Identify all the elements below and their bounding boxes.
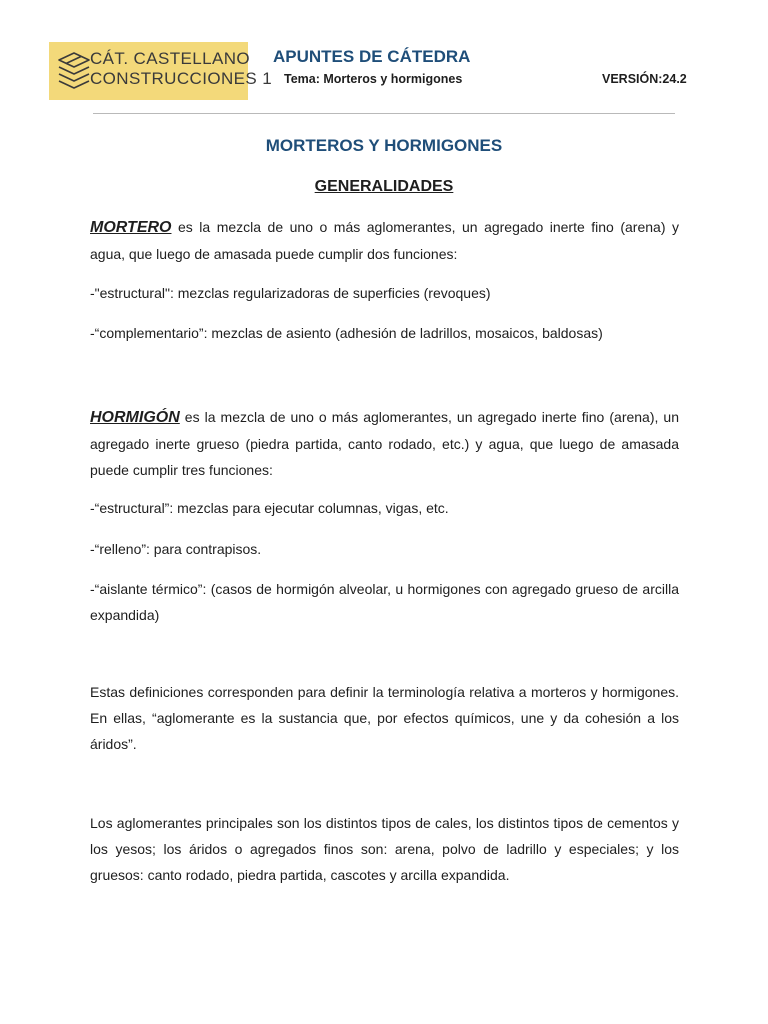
document-title: MORTEROS Y HORMIGONES — [265, 136, 503, 155]
logo — [49, 42, 273, 100]
header-version: VERSIÓN:24.2 — [602, 72, 687, 86]
hormigon-function-2: -“relleno”: para contrapisos. — [90, 541, 262, 557]
logo-text — [90, 49, 272, 89]
logo-line-1: CÁT. CASTELLANO — [90, 49, 250, 68]
logo-line-2: CONSTRUCCIONES 1 — [90, 69, 273, 88]
mortero-definition: es la mezcla de uno o más aglomerantes, un agregado inerte fino (arena) y agua, que luego de amasada puede cumplir dos funciones: — [90, 219, 679, 262]
mortero-term: MORTERO — [90, 219, 172, 236]
aglomerantes-note: Los aglomerantes principales son los distintos tipos de cales, los distintos tipos de cementos y los yesos; los áridos o agregados finos son: arena, polvo de ladrillo y especiales; y los gruesos: canto rodado, piedra partida, cascotes y arcilla expandida. — [90, 815, 679, 883]
hormigon-function-3: -“aislante térmico”: (casos de hormigón alveolar, u hormigones con agregado grueso de arcilla expandida) — [90, 581, 679, 623]
header-topic: Tema: Morteros y hormigones — [284, 72, 463, 86]
mortero-function-2: -“complementario”: mezclas de asiento (adhesión de ladrillos, mosaicos, baldosas) — [90, 325, 603, 341]
mortero-function-1: -"estructural": mezclas regularizadoras de superficies (revoques) — [90, 285, 491, 301]
header-title: APUNTES DE CÁTEDRA — [273, 47, 471, 66]
hormigon-paragraph — [90, 404, 679, 483]
stacked-layers-logo-icon — [57, 51, 91, 91]
section-title: GENERALIDADES — [314, 178, 454, 195]
hormigon-term: HORMIGÓN — [90, 409, 180, 426]
hormigon-definition: es la mezcla de uno o más aglomerantes, un agregado inerte fino (arena), un agregado inerte grueso (piedra partida, canto rodado, etc.) y agua, que luego de amasada puede cumplir tres funciones: — [90, 409, 679, 478]
header-divider — [93, 113, 675, 114]
mortero-paragraph — [90, 214, 679, 267]
definitions-note: Estas definiciones corresponden para definir la terminología relativa a morteros y hormigones. En ellas, “aglomerante es la sustancia que, por efectos químicos, une y da cohesión a los áridos”. — [90, 684, 679, 752]
hormigon-function-1: -“estructural”: mezclas para ejecutar columnas, vigas, etc. — [90, 500, 449, 516]
